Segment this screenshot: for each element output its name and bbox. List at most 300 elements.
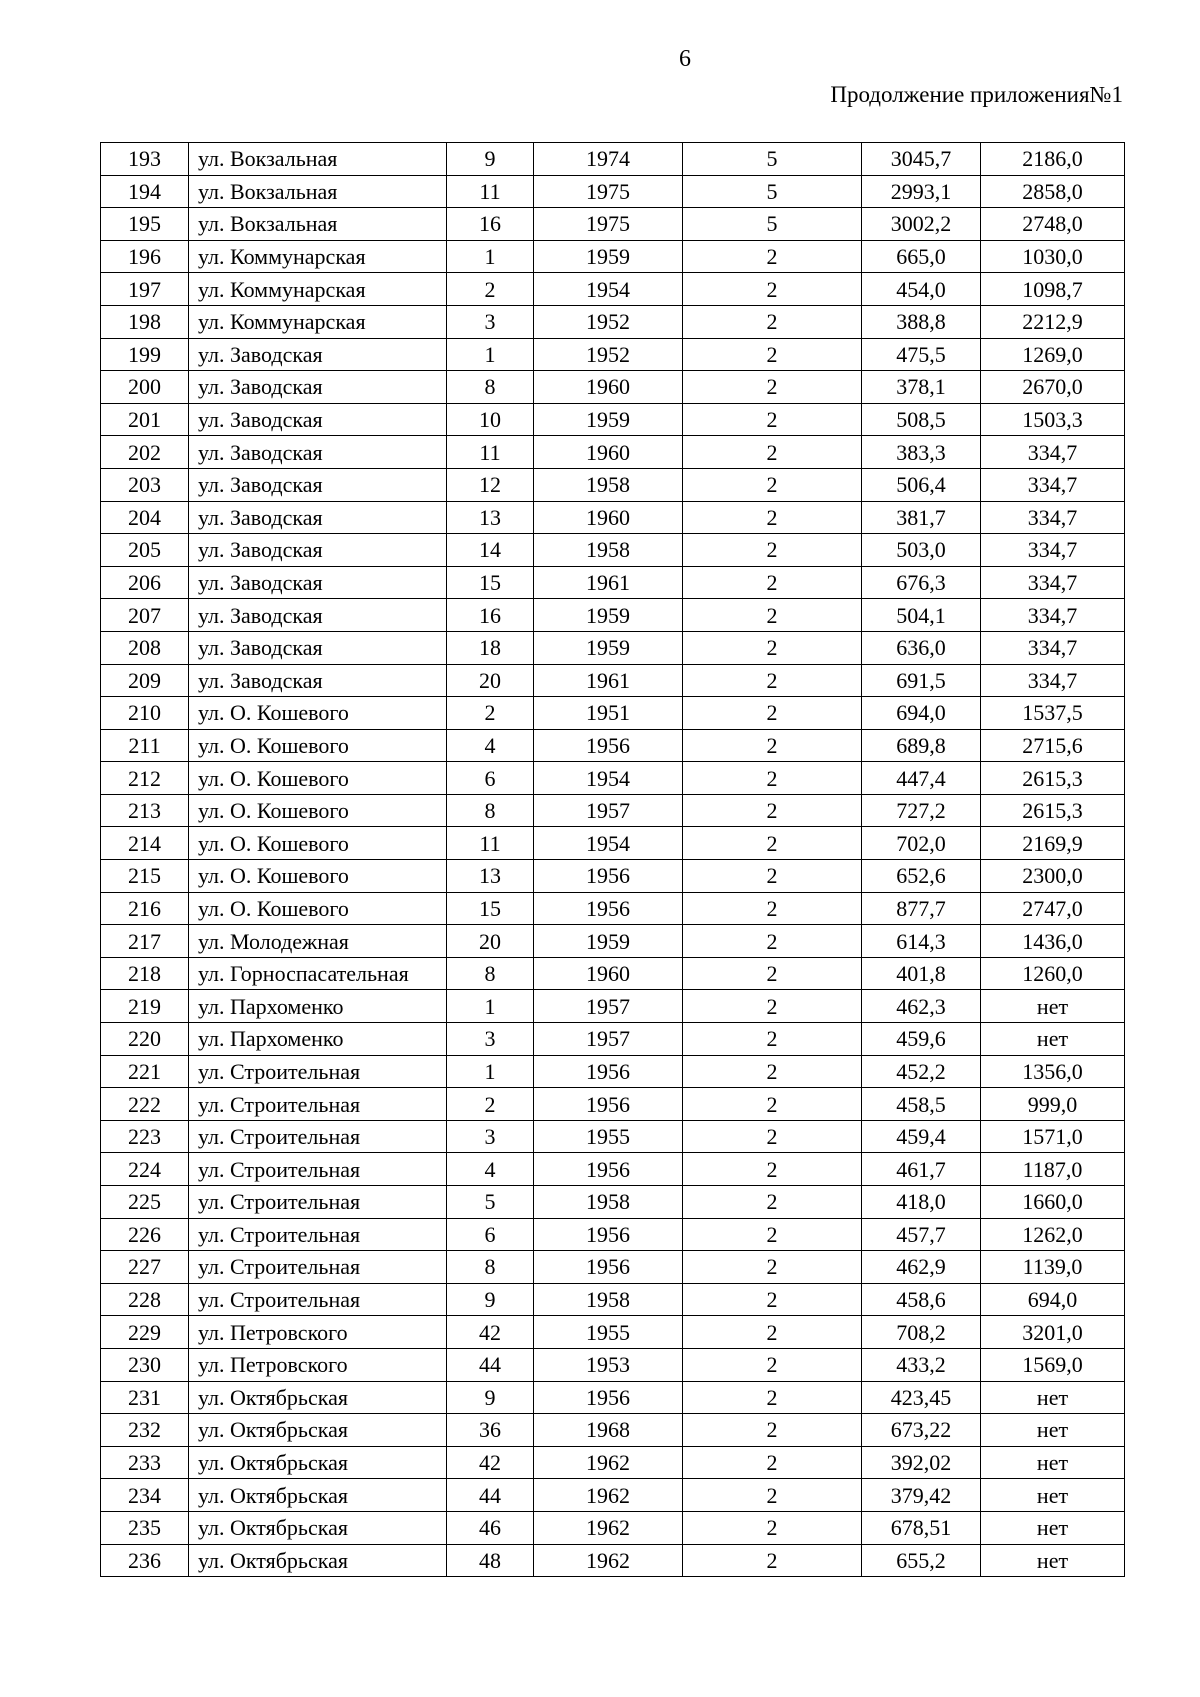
- row-number-cell: 233: [101, 1446, 189, 1479]
- year-built-cell: 1959: [534, 240, 683, 273]
- year-built-cell: 1962: [534, 1446, 683, 1479]
- floors-cell: 2: [683, 305, 862, 338]
- area-cell: 462,3: [862, 990, 981, 1023]
- area-cell: 636,0: [862, 631, 981, 664]
- row-number-cell: 195: [101, 208, 189, 241]
- house-number-cell: 9: [447, 1381, 534, 1414]
- area-cell: 433,2: [862, 1348, 981, 1381]
- floors-cell: 2: [683, 762, 862, 795]
- housing-table: [100, 142, 1125, 1577]
- street-cell: ул. Петровского: [189, 1348, 447, 1381]
- year-built-cell: 1951: [534, 697, 683, 730]
- house-number-cell: 9: [447, 143, 534, 176]
- house-number-cell: 36: [447, 1414, 534, 1447]
- value-cell: 1187,0: [981, 1153, 1125, 1186]
- area-cell: 392,02: [862, 1446, 981, 1479]
- house-number-cell: 8: [447, 957, 534, 990]
- row-number-cell: 207: [101, 599, 189, 632]
- year-built-cell: 1961: [534, 664, 683, 697]
- floors-cell: 2: [683, 1511, 862, 1544]
- house-number-cell: 2: [447, 273, 534, 306]
- value-cell: 2615,3: [981, 762, 1125, 795]
- value-cell: 1569,0: [981, 1348, 1125, 1381]
- value-cell: 1260,0: [981, 957, 1125, 990]
- floors-cell: 2: [683, 1251, 862, 1284]
- year-built-cell: 1959: [534, 599, 683, 632]
- table-row: [101, 1479, 1125, 1512]
- area-cell: 475,5: [862, 338, 981, 371]
- area-cell: 378,1: [862, 371, 981, 404]
- floors-cell: 2: [683, 599, 862, 632]
- row-number-cell: 193: [101, 143, 189, 176]
- area-cell: 462,9: [862, 1251, 981, 1284]
- year-built-cell: 1954: [534, 827, 683, 860]
- row-number-cell: 228: [101, 1283, 189, 1316]
- area-cell: 702,0: [862, 827, 981, 860]
- house-number-cell: 11: [447, 436, 534, 469]
- value-cell: 999,0: [981, 1088, 1125, 1121]
- street-cell: ул. Вокзальная: [189, 208, 447, 241]
- row-number-cell: 221: [101, 1055, 189, 1088]
- table-row: [101, 273, 1125, 306]
- house-number-cell: 3: [447, 1023, 534, 1056]
- row-number-cell: 204: [101, 501, 189, 534]
- row-number-cell: 232: [101, 1414, 189, 1447]
- area-cell: 727,2: [862, 794, 981, 827]
- house-number-cell: 1: [447, 338, 534, 371]
- year-built-cell: 1956: [534, 729, 683, 762]
- value-cell: нет: [981, 1023, 1125, 1056]
- area-cell: 379,42: [862, 1479, 981, 1512]
- row-number-cell: 205: [101, 534, 189, 567]
- value-cell: 334,7: [981, 534, 1125, 567]
- street-cell: ул. Заводская: [189, 631, 447, 664]
- house-number-cell: 42: [447, 1446, 534, 1479]
- value-cell: 334,7: [981, 566, 1125, 599]
- area-cell: 673,22: [862, 1414, 981, 1447]
- value-cell: 1030,0: [981, 240, 1125, 273]
- area-cell: 678,51: [862, 1511, 981, 1544]
- value-cell: 1436,0: [981, 925, 1125, 958]
- value-cell: 2300,0: [981, 860, 1125, 893]
- street-cell: ул. Заводская: [189, 566, 447, 599]
- floors-cell: 5: [683, 175, 862, 208]
- table-row: [101, 534, 1125, 567]
- row-number-cell: 219: [101, 990, 189, 1023]
- table-row: [101, 1381, 1125, 1414]
- table-row: [101, 1055, 1125, 1088]
- street-cell: ул. Строительная: [189, 1055, 447, 1088]
- value-cell: 1262,0: [981, 1218, 1125, 1251]
- street-cell: ул. Октябрьская: [189, 1511, 447, 1544]
- street-cell: ул. Строительная: [189, 1120, 447, 1153]
- row-number-cell: 226: [101, 1218, 189, 1251]
- floors-cell: 5: [683, 143, 862, 176]
- street-cell: ул. Строительная: [189, 1186, 447, 1219]
- table-row: [101, 1023, 1125, 1056]
- house-number-cell: 18: [447, 631, 534, 664]
- value-cell: 2747,0: [981, 892, 1125, 925]
- house-number-cell: 15: [447, 892, 534, 925]
- year-built-cell: 1958: [534, 1186, 683, 1219]
- row-number-cell: 209: [101, 664, 189, 697]
- floors-cell: 2: [683, 1023, 862, 1056]
- floors-cell: 2: [683, 273, 862, 306]
- row-number-cell: 220: [101, 1023, 189, 1056]
- floors-cell: 2: [683, 338, 862, 371]
- street-cell: ул. Вокзальная: [189, 175, 447, 208]
- street-cell: ул. Заводская: [189, 436, 447, 469]
- street-cell: ул. Молодежная: [189, 925, 447, 958]
- year-built-cell: 1954: [534, 762, 683, 795]
- area-cell: 461,7: [862, 1153, 981, 1186]
- row-number-cell: 197: [101, 273, 189, 306]
- row-number-cell: 206: [101, 566, 189, 599]
- area-cell: 401,8: [862, 957, 981, 990]
- area-cell: 877,7: [862, 892, 981, 925]
- area-cell: 388,8: [862, 305, 981, 338]
- floors-cell: 5: [683, 208, 862, 241]
- street-cell: ул. Вокзальная: [189, 143, 447, 176]
- year-built-cell: 1956: [534, 1088, 683, 1121]
- house-number-cell: 8: [447, 1251, 534, 1284]
- floors-cell: 2: [683, 1153, 862, 1186]
- street-cell: ул. О. Кошевого: [189, 827, 447, 860]
- row-number-cell: 227: [101, 1251, 189, 1284]
- house-number-cell: 8: [447, 371, 534, 404]
- row-number-cell: 225: [101, 1186, 189, 1219]
- page-number: 6: [679, 46, 691, 72]
- area-cell: 3002,2: [862, 208, 981, 241]
- street-cell: ул. Петровского: [189, 1316, 447, 1349]
- value-cell: 2748,0: [981, 208, 1125, 241]
- street-cell: ул. Горноспасательная: [189, 957, 447, 990]
- year-built-cell: 1953: [534, 1348, 683, 1381]
- street-cell: ул. Строительная: [189, 1283, 447, 1316]
- floors-cell: 2: [683, 1544, 862, 1577]
- street-cell: ул. Заводская: [189, 664, 447, 697]
- table-row: [101, 1544, 1125, 1577]
- value-cell: 334,7: [981, 631, 1125, 664]
- floors-cell: 2: [683, 1055, 862, 1088]
- table-row: [101, 240, 1125, 273]
- floors-cell: 2: [683, 1088, 862, 1121]
- year-built-cell: 1956: [534, 1218, 683, 1251]
- street-cell: ул. О. Кошевого: [189, 892, 447, 925]
- area-cell: 3045,7: [862, 143, 981, 176]
- area-cell: 691,5: [862, 664, 981, 697]
- street-cell: ул. Пархоменко: [189, 990, 447, 1023]
- area-cell: 457,7: [862, 1218, 981, 1251]
- table-row: [101, 1251, 1125, 1284]
- area-cell: 447,4: [862, 762, 981, 795]
- table-row: [101, 1153, 1125, 1186]
- house-number-cell: 42: [447, 1316, 534, 1349]
- house-number-cell: 3: [447, 1120, 534, 1153]
- area-cell: 655,2: [862, 1544, 981, 1577]
- house-number-cell: 15: [447, 566, 534, 599]
- table-row: [101, 827, 1125, 860]
- floors-cell: 2: [683, 1316, 862, 1349]
- row-number-cell: 235: [101, 1511, 189, 1544]
- floors-cell: 2: [683, 1186, 862, 1219]
- floors-cell: 2: [683, 1218, 862, 1251]
- floors-cell: 2: [683, 990, 862, 1023]
- table-row: [101, 990, 1125, 1023]
- street-cell: ул. Заводская: [189, 403, 447, 436]
- year-built-cell: 1957: [534, 794, 683, 827]
- row-number-cell: 230: [101, 1348, 189, 1381]
- year-built-cell: 1954: [534, 273, 683, 306]
- house-number-cell: 16: [447, 208, 534, 241]
- house-number-cell: 13: [447, 860, 534, 893]
- year-built-cell: 1960: [534, 436, 683, 469]
- value-cell: нет: [981, 1511, 1125, 1544]
- value-cell: 1537,5: [981, 697, 1125, 730]
- year-built-cell: 1955: [534, 1120, 683, 1153]
- floors-cell: 2: [683, 631, 862, 664]
- value-cell: 2186,0: [981, 143, 1125, 176]
- year-built-cell: 1960: [534, 371, 683, 404]
- row-number-cell: 210: [101, 697, 189, 730]
- house-number-cell: 11: [447, 827, 534, 860]
- table-body: [101, 143, 1125, 1577]
- floors-cell: 2: [683, 827, 862, 860]
- house-number-cell: 10: [447, 403, 534, 436]
- floors-cell: 2: [683, 403, 862, 436]
- value-cell: 334,7: [981, 501, 1125, 534]
- table-row: [101, 468, 1125, 501]
- floors-cell: 2: [683, 957, 862, 990]
- area-cell: 614,3: [862, 925, 981, 958]
- row-number-cell: 234: [101, 1479, 189, 1512]
- row-number-cell: 216: [101, 892, 189, 925]
- row-number-cell: 229: [101, 1316, 189, 1349]
- row-number-cell: 208: [101, 631, 189, 664]
- table-row: [101, 794, 1125, 827]
- house-number-cell: 9: [447, 1283, 534, 1316]
- floors-cell: 2: [683, 1381, 862, 1414]
- house-number-cell: 5: [447, 1186, 534, 1219]
- house-number-cell: 20: [447, 925, 534, 958]
- floors-cell: 2: [683, 664, 862, 697]
- value-cell: 1356,0: [981, 1055, 1125, 1088]
- table-row: [101, 729, 1125, 762]
- row-number-cell: 224: [101, 1153, 189, 1186]
- value-cell: нет: [981, 1446, 1125, 1479]
- area-cell: 652,6: [862, 860, 981, 893]
- street-cell: ул. Заводская: [189, 371, 447, 404]
- floors-cell: 2: [683, 729, 862, 762]
- value-cell: 1503,3: [981, 403, 1125, 436]
- value-cell: 2212,9: [981, 305, 1125, 338]
- floors-cell: 2: [683, 1120, 862, 1153]
- floors-cell: 2: [683, 892, 862, 925]
- floors-cell: 2: [683, 468, 862, 501]
- row-number-cell: 196: [101, 240, 189, 273]
- value-cell: нет: [981, 1381, 1125, 1414]
- street-cell: ул. Заводская: [189, 468, 447, 501]
- area-cell: 459,4: [862, 1120, 981, 1153]
- row-number-cell: 217: [101, 925, 189, 958]
- year-built-cell: 1956: [534, 892, 683, 925]
- street-cell: ул. Строительная: [189, 1088, 447, 1121]
- year-built-cell: 1975: [534, 208, 683, 241]
- year-built-cell: 1958: [534, 534, 683, 567]
- table-row: [101, 664, 1125, 697]
- table-row: [101, 1446, 1125, 1479]
- row-number-cell: 215: [101, 860, 189, 893]
- year-built-cell: 1959: [534, 403, 683, 436]
- area-cell: 665,0: [862, 240, 981, 273]
- row-number-cell: 194: [101, 175, 189, 208]
- row-number-cell: 213: [101, 794, 189, 827]
- table-row: [101, 1120, 1125, 1153]
- row-number-cell: 236: [101, 1544, 189, 1577]
- floors-cell: 2: [683, 794, 862, 827]
- row-number-cell: 231: [101, 1381, 189, 1414]
- street-cell: ул. О. Кошевого: [189, 794, 447, 827]
- area-cell: 676,3: [862, 566, 981, 599]
- continuation-label: Продолжение приложения№1: [830, 82, 1123, 107]
- floors-cell: 2: [683, 436, 862, 469]
- street-cell: ул. Коммунарская: [189, 273, 447, 306]
- house-number-cell: 44: [447, 1348, 534, 1381]
- year-built-cell: 1975: [534, 175, 683, 208]
- house-number-cell: 13: [447, 501, 534, 534]
- area-cell: 383,3: [862, 436, 981, 469]
- area-cell: 2993,1: [862, 175, 981, 208]
- house-number-cell: 4: [447, 1153, 534, 1186]
- table-row: [101, 599, 1125, 632]
- row-number-cell: 200: [101, 371, 189, 404]
- row-number-cell: 212: [101, 762, 189, 795]
- area-cell: 381,7: [862, 501, 981, 534]
- house-number-cell: 20: [447, 664, 534, 697]
- table-row: [101, 1348, 1125, 1381]
- house-number-cell: 1: [447, 240, 534, 273]
- house-number-cell: 6: [447, 1218, 534, 1251]
- street-cell: ул. Строительная: [189, 1251, 447, 1284]
- year-built-cell: 1952: [534, 305, 683, 338]
- street-cell: ул. О. Кошевого: [189, 762, 447, 795]
- area-cell: 506,4: [862, 468, 981, 501]
- street-cell: ул. Октябрьская: [189, 1381, 447, 1414]
- house-number-cell: 2: [447, 1088, 534, 1121]
- house-number-cell: 1: [447, 1055, 534, 1088]
- area-cell: 452,2: [862, 1055, 981, 1088]
- house-number-cell: 3: [447, 305, 534, 338]
- year-built-cell: 1956: [534, 1055, 683, 1088]
- house-number-cell: 4: [447, 729, 534, 762]
- street-cell: ул. О. Кошевого: [189, 729, 447, 762]
- table-row: [101, 338, 1125, 371]
- table-row: [101, 143, 1125, 176]
- table-row: [101, 1186, 1125, 1219]
- year-built-cell: 1968: [534, 1414, 683, 1447]
- area-cell: 458,6: [862, 1283, 981, 1316]
- table-row: [101, 697, 1125, 730]
- floors-cell: 2: [683, 697, 862, 730]
- street-cell: ул. О. Кошевого: [189, 697, 447, 730]
- area-cell: 418,0: [862, 1186, 981, 1219]
- row-number-cell: 202: [101, 436, 189, 469]
- street-cell: ул. Октябрьская: [189, 1544, 447, 1577]
- table-row: [101, 305, 1125, 338]
- floors-cell: 2: [683, 1348, 862, 1381]
- year-built-cell: 1956: [534, 1153, 683, 1186]
- row-number-cell: 199: [101, 338, 189, 371]
- floors-cell: 2: [683, 925, 862, 958]
- table-row: [101, 762, 1125, 795]
- house-number-cell: 16: [447, 599, 534, 632]
- year-built-cell: 1957: [534, 1023, 683, 1056]
- area-cell: 504,1: [862, 599, 981, 632]
- value-cell: 3201,0: [981, 1316, 1125, 1349]
- area-cell: 503,0: [862, 534, 981, 567]
- row-number-cell: 218: [101, 957, 189, 990]
- street-cell: ул. Заводская: [189, 534, 447, 567]
- value-cell: 2615,3: [981, 794, 1125, 827]
- value-cell: 334,7: [981, 468, 1125, 501]
- area-cell: 454,0: [862, 273, 981, 306]
- row-number-cell: 198: [101, 305, 189, 338]
- street-cell: ул. Заводская: [189, 501, 447, 534]
- area-cell: 459,6: [862, 1023, 981, 1056]
- year-built-cell: 1962: [534, 1544, 683, 1577]
- table-row: [101, 860, 1125, 893]
- table-row: [101, 1088, 1125, 1121]
- floors-cell: 2: [683, 860, 862, 893]
- floors-cell: 2: [683, 1414, 862, 1447]
- house-number-cell: 11: [447, 175, 534, 208]
- table-row: [101, 566, 1125, 599]
- house-number-cell: 6: [447, 762, 534, 795]
- year-built-cell: 1962: [534, 1479, 683, 1512]
- value-cell: 334,7: [981, 436, 1125, 469]
- table-row: [101, 1511, 1125, 1544]
- street-cell: ул. О. Кошевого: [189, 860, 447, 893]
- year-built-cell: 1958: [534, 1283, 683, 1316]
- value-cell: 334,7: [981, 664, 1125, 697]
- house-number-cell: 46: [447, 1511, 534, 1544]
- floors-cell: 2: [683, 1446, 862, 1479]
- table-row: [101, 892, 1125, 925]
- floors-cell: 2: [683, 240, 862, 273]
- house-number-cell: 8: [447, 794, 534, 827]
- street-cell: ул. Октябрьская: [189, 1446, 447, 1479]
- table-row: [101, 436, 1125, 469]
- area-cell: 694,0: [862, 697, 981, 730]
- value-cell: нет: [981, 1479, 1125, 1512]
- street-cell: ул. Пархоменко: [189, 1023, 447, 1056]
- house-number-cell: 12: [447, 468, 534, 501]
- year-built-cell: 1962: [534, 1511, 683, 1544]
- year-built-cell: 1960: [534, 957, 683, 990]
- value-cell: нет: [981, 1544, 1125, 1577]
- table-row: [101, 925, 1125, 958]
- year-built-cell: 1959: [534, 925, 683, 958]
- street-cell: ул. Строительная: [189, 1153, 447, 1186]
- year-built-cell: 1974: [534, 143, 683, 176]
- row-number-cell: 201: [101, 403, 189, 436]
- house-number-cell: 1: [447, 990, 534, 1023]
- area-cell: 708,2: [862, 1316, 981, 1349]
- value-cell: 1139,0: [981, 1251, 1125, 1284]
- house-number-cell: 44: [447, 1479, 534, 1512]
- year-built-cell: 1960: [534, 501, 683, 534]
- value-cell: 1269,0: [981, 338, 1125, 371]
